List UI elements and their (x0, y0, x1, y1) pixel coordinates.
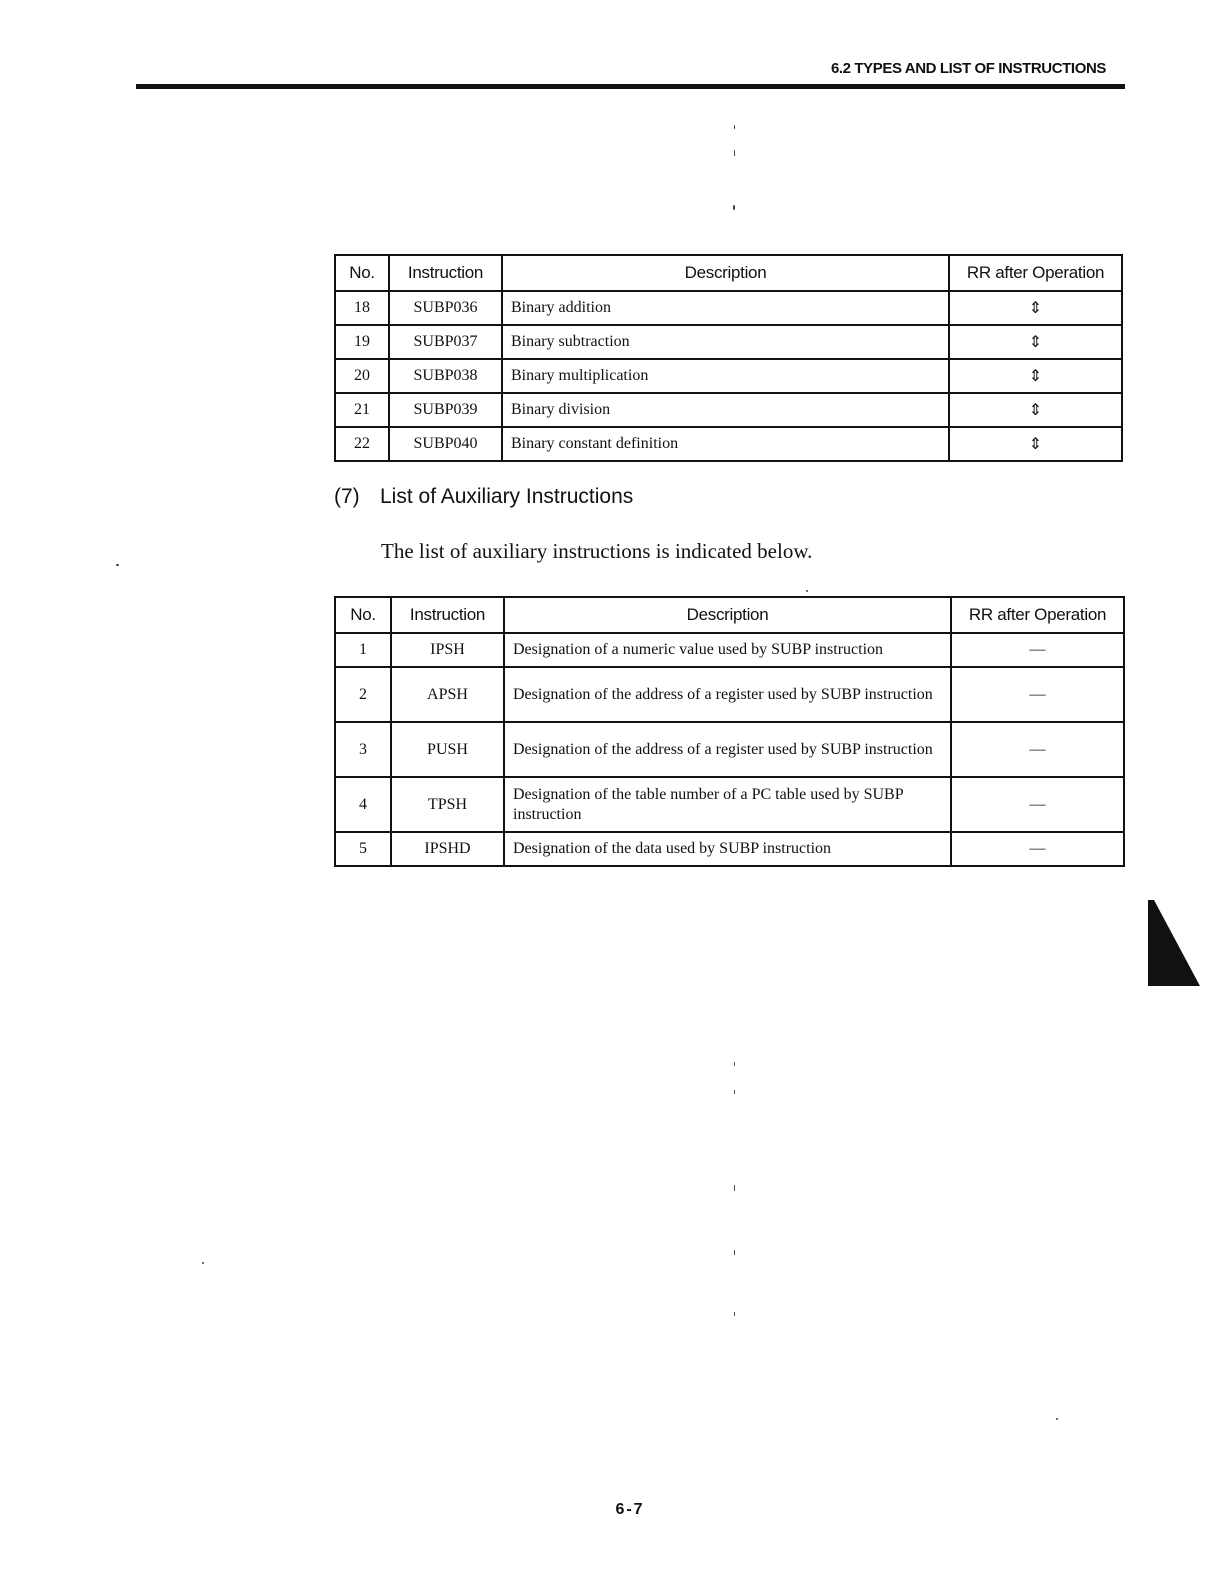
cell-description: Designation of the table number of a PC table used by SUBP instruction (504, 777, 951, 832)
header-description: Description (504, 597, 951, 633)
header-rr: RR after Operation (951, 597, 1124, 633)
table-row (335, 427, 1122, 461)
table-row (335, 667, 1124, 722)
cell-description: Binary subtraction (502, 325, 949, 359)
scan-speck (202, 1262, 204, 1264)
header-rr: RR after Operation (949, 255, 1122, 291)
header-instruction: Instruction (391, 597, 504, 633)
table-row (335, 291, 1122, 325)
scan-speck (734, 150, 735, 156)
header-rule (136, 84, 1125, 89)
auxiliary-instructions-table (334, 596, 1125, 867)
cell-no: 21 (335, 393, 389, 427)
scan-speck (734, 1250, 735, 1255)
header-description: Description (502, 255, 949, 291)
chapter-tab (1148, 900, 1200, 986)
cell-rr: — (951, 832, 1124, 866)
cell-instruction: IPSH (391, 633, 504, 667)
cell-description: Binary addition (502, 291, 949, 325)
table-row (335, 325, 1122, 359)
cell-description: Designation of the address of a register used by SUBP instruction (504, 722, 951, 777)
cell-rr: — (951, 777, 1124, 832)
cell-rr: ⇕ (949, 427, 1122, 461)
cell-rr: ⇕ (949, 393, 1122, 427)
scan-speck (734, 1312, 735, 1316)
binary-instructions-table (334, 254, 1123, 462)
table-row (335, 393, 1122, 427)
scan-speck (1056, 1418, 1058, 1420)
cell-rr: ⇕ (949, 291, 1122, 325)
cell-no: 18 (335, 291, 389, 325)
cell-instruction: IPSHD (391, 832, 504, 866)
cell-description: Binary multiplication (502, 359, 949, 393)
table-header-row (335, 597, 1124, 633)
cell-no: 2 (335, 667, 391, 722)
scan-speck (734, 125, 735, 129)
cell-rr: ⇕ (949, 325, 1122, 359)
cell-rr: — (951, 667, 1124, 722)
table-row (335, 722, 1124, 777)
cell-rr: ⇕ (949, 359, 1122, 393)
cell-instruction: SUBP039 (389, 393, 502, 427)
running-head: 6.2 TYPES AND LIST OF INSTRUCTIONS (830, 60, 1106, 77)
table-header-row (335, 255, 1122, 291)
cell-rr: — (951, 633, 1124, 667)
cell-no: 3 (335, 722, 391, 777)
cell-description: Designation of a numeric value used by SUBP instruction (504, 633, 951, 667)
chapter-tab-shape (1148, 900, 1200, 986)
cell-rr: — (951, 722, 1124, 777)
cell-no: 4 (335, 777, 391, 832)
cell-description: Designation of the data used by SUBP instruction (504, 832, 951, 866)
header-no: No. (335, 255, 389, 291)
cell-instruction: APSH (391, 667, 504, 722)
cell-instruction: PUSH (391, 722, 504, 777)
scan-speck (734, 1185, 735, 1191)
cell-instruction: SUBP037 (389, 325, 502, 359)
section-intro: The list of auxiliary instructions is indicated below. (381, 539, 813, 563)
cell-instruction: SUBP038 (389, 359, 502, 393)
scan-speck (734, 1090, 735, 1094)
cell-no: 20 (335, 359, 389, 393)
cell-description: Binary constant definition (502, 427, 949, 461)
cell-instruction: TPSH (391, 777, 504, 832)
cell-no: 22 (335, 427, 389, 461)
scan-speck (116, 564, 119, 566)
section-number: (7) (334, 485, 360, 508)
cell-instruction: SUBP040 (389, 427, 502, 461)
chapter-tab-label: 6 (1176, 926, 1189, 951)
cell-no: 1 (335, 633, 391, 667)
cell-description: Designation of the address of a register used by SUBP instruction (504, 667, 951, 722)
cell-no: 5 (335, 832, 391, 866)
scan-speck (733, 205, 735, 210)
table-row (335, 633, 1124, 667)
page-number: 6-7 (615, 1501, 645, 1518)
scan-speck (734, 1062, 735, 1066)
scan-speck (806, 590, 808, 592)
table-row (335, 777, 1124, 832)
table-row (335, 832, 1124, 866)
table-row (335, 359, 1122, 393)
section-heading (334, 485, 633, 509)
header-no: No. (335, 597, 391, 633)
cell-description: Binary division (502, 393, 949, 427)
section-title: List of Auxiliary Instructions (380, 485, 634, 508)
cell-instruction: SUBP036 (389, 291, 502, 325)
cell-no: 19 (335, 325, 389, 359)
header-instruction: Instruction (389, 255, 502, 291)
